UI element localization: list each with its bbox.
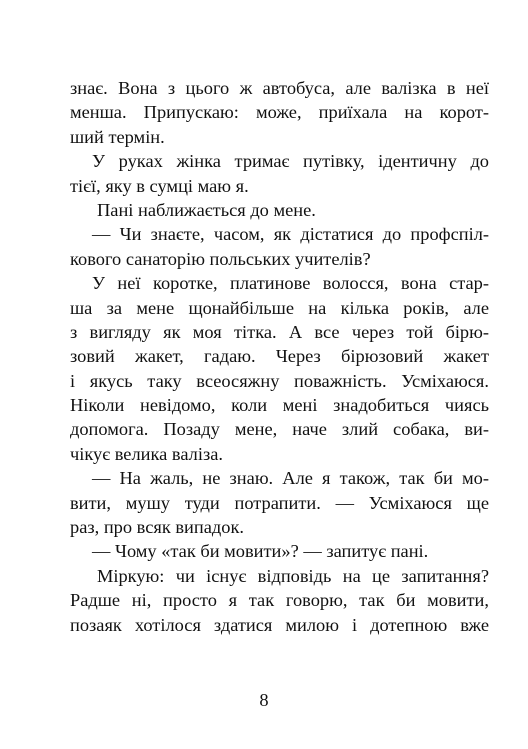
text-line: тієї, яку в сумці маю я. [70,175,249,196]
text-line: У руках жінка тримає путівку, ідентичну до [92,151,489,172]
text-line: позаяк хотілося здатися милою і дотепною вже [70,614,489,635]
text-line: Міркую: чи існує відповідь на це запитання? [97,565,489,586]
text-line: вити, мушу туди потрапити. — Усміхаюся ще [70,492,489,513]
text-line: — Чи знаєте, часом, як дістатися до профспіл- [92,224,489,245]
text-line: Радше ні, просто я так говорю, так би мовити, [70,590,489,611]
page-number: 8 [259,690,269,710]
text-line: Пані наближається до мене. [97,199,316,220]
text-line: і якусь таку всеосяжну поважність. Усміхаюся. [70,370,489,391]
text-line: Ніколи невідомо, коли мені знадобиться чиясь [70,395,489,416]
text-line: знає. Вона з цього ж автобуса, але валізка в неї [70,78,489,98]
body-text [70,76,489,637]
text-line: менша. Припускаю: може, приїхала на корот- [70,102,489,123]
text-line: зовий жакет, гадаю. Через бірюзовий жакет [70,346,489,367]
text-line: раз, про всяк випадок. [70,517,244,538]
text-line: У неї коротке, платинове волосся, вона стар- [92,273,489,294]
text-line: чікує велика валіза. [70,443,223,464]
text-line: ша за мене щонайбільше на кілька років, але [70,297,489,318]
text-line: — Чому «так би мовити»? — запитує пані. [92,541,429,562]
text-line: кового санаторію польських учителів? [70,248,371,269]
text-line: з вигляду як моя тітка. А все через той бірю- [70,321,489,342]
text-line: ший термін. [70,126,165,147]
text-line: — На жаль, не знаю. Але я також, так би мо- [92,468,489,489]
text-line: допомога. Позаду мене, наче злий собака, ви- [70,419,489,440]
